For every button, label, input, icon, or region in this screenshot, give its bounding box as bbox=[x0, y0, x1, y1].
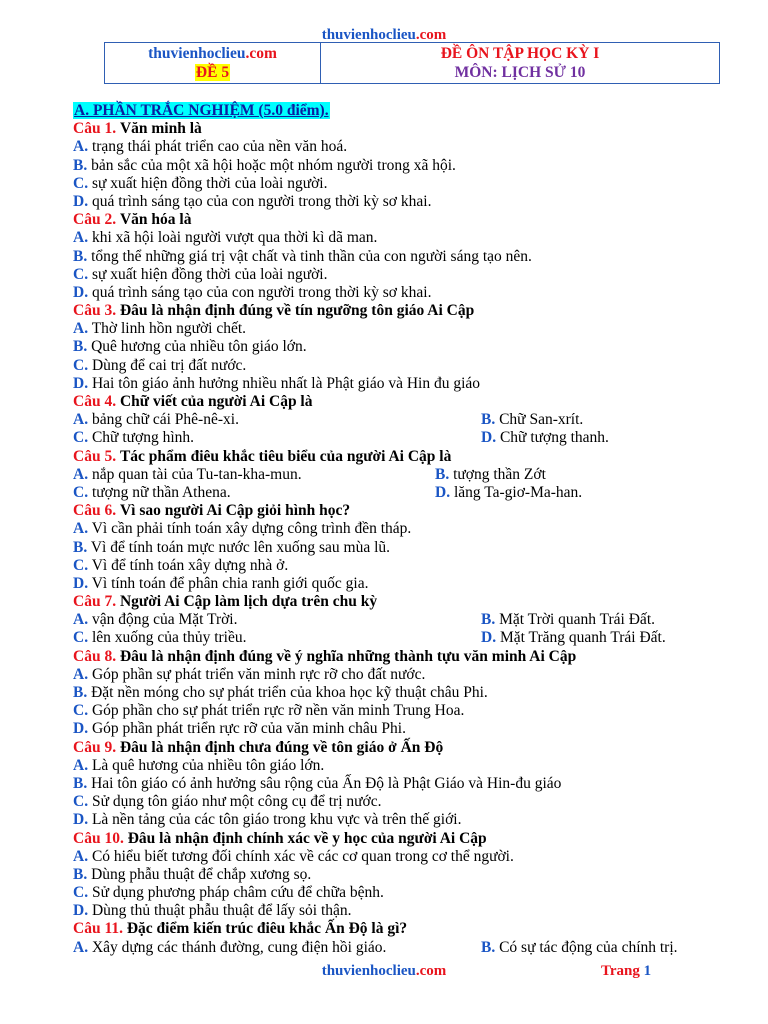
section-title: A. PHẦN TRẮC NGHIỆM (5.0 điểm). bbox=[74, 102, 329, 119]
option-text: Chữ San-xrít. bbox=[499, 411, 584, 429]
option-letter: D. bbox=[73, 902, 89, 920]
exam-title: ĐỀ ÔN TẬP HỌC KỲ I bbox=[440, 45, 600, 62]
question-stem bbox=[73, 393, 733, 411]
option-letter: C. bbox=[73, 556, 89, 574]
option-letter: D. bbox=[73, 192, 89, 210]
option-row bbox=[73, 466, 733, 484]
option-row bbox=[73, 484, 733, 502]
footer-site bbox=[0, 962, 768, 980]
option-second-column bbox=[481, 429, 609, 447]
option-text: lăng Ta-giơ-Ma-han. bbox=[453, 483, 583, 501]
question-stem bbox=[73, 739, 733, 757]
option-letter: A. bbox=[73, 847, 89, 865]
option-letter: A. bbox=[73, 938, 89, 956]
header-right-cell bbox=[321, 43, 719, 83]
option-row bbox=[73, 684, 733, 702]
page-label: Trang bbox=[601, 963, 640, 979]
question-number: Câu 4. bbox=[73, 393, 117, 410]
section-heading-line bbox=[73, 102, 733, 120]
option-row bbox=[73, 666, 733, 684]
option-row bbox=[73, 702, 733, 720]
question-number: Câu 5. bbox=[73, 447, 117, 465]
page-footer bbox=[0, 962, 768, 980]
option-letter: D. bbox=[481, 629, 497, 647]
option-letter: D. bbox=[435, 483, 451, 501]
option-text: khi xã hội loài người vượt qua thời kì dã man. bbox=[91, 229, 378, 247]
question-stem bbox=[73, 302, 733, 320]
option-letter: B. bbox=[73, 865, 88, 883]
option-letter: C. bbox=[73, 429, 89, 447]
question-stem bbox=[73, 120, 733, 138]
option-letter: A. bbox=[73, 465, 89, 483]
question-number: Câu 8. bbox=[73, 647, 117, 665]
option-row bbox=[73, 429, 733, 447]
option-row bbox=[73, 284, 733, 302]
option-row bbox=[73, 338, 733, 356]
option-letter: B. bbox=[481, 938, 496, 956]
question-text: Chữ viết của người Ai Cập là bbox=[119, 393, 313, 410]
option-text: Quê hương của nhiều tôn giáo lớn. bbox=[91, 338, 307, 356]
option-row bbox=[73, 720, 733, 738]
page-number-value: 1 bbox=[643, 963, 652, 979]
question-text: Người Ai Cập làm lịch dựa trên chu kỳ bbox=[119, 593, 378, 611]
option-row bbox=[73, 811, 733, 829]
option-letter: A. bbox=[73, 611, 89, 629]
question-number: Câu 11. bbox=[73, 920, 123, 938]
option-row bbox=[73, 520, 733, 538]
option-letter: C. bbox=[73, 884, 89, 902]
question-stem bbox=[73, 502, 733, 520]
option-row bbox=[73, 248, 733, 266]
option-text: Dùng phẫu thuật để chắp xương sọ. bbox=[91, 865, 312, 883]
option-row bbox=[73, 939, 733, 957]
option-letter: A. bbox=[73, 520, 89, 538]
option-text: quá trình sáng tạo của con người trong thời kỳ sơ khai. bbox=[91, 283, 432, 301]
option-letter: C. bbox=[73, 629, 89, 647]
option-letter: C. bbox=[73, 174, 89, 192]
option-second-column bbox=[435, 466, 546, 484]
option-text: Hai tôn giáo ảnh hưởng nhiều nhất là Phật giáo và Hin đu giáo bbox=[91, 374, 481, 392]
option-text: Dùng thủ thuật phẫu thuật để lấy sỏi thận. bbox=[91, 902, 352, 920]
option-row bbox=[73, 411, 733, 429]
option-row bbox=[73, 193, 733, 211]
option-letter: B. bbox=[481, 611, 496, 629]
site-name: thuvienhoclieu bbox=[321, 27, 416, 43]
question-stem bbox=[73, 648, 733, 666]
option-letter: B. bbox=[435, 465, 450, 483]
option-letter: D. bbox=[73, 720, 89, 738]
option-row bbox=[73, 266, 733, 284]
question-text: Đâu là nhận định chưa đúng về tôn giáo ở Ấn Độ bbox=[119, 738, 444, 756]
option-text: Là quê hương của nhiều tôn giáo lớn. bbox=[91, 756, 325, 774]
option-letter: C. bbox=[73, 483, 89, 501]
option-letter: A. bbox=[73, 411, 89, 429]
option-letter: C. bbox=[73, 265, 89, 283]
question-stem bbox=[73, 830, 733, 848]
page-number bbox=[601, 962, 651, 980]
exam-number-badge: ĐỀ 5 bbox=[195, 64, 230, 81]
option-text: bản sắc của một xã hội hoặc một nhóm người trong xã hội. bbox=[91, 156, 456, 174]
option-row bbox=[73, 320, 733, 338]
header-left-cell bbox=[105, 43, 321, 83]
option-text: Góp phần phát triển rực rỡ của văn minh châu Phi. bbox=[91, 720, 406, 738]
option-letter: B. bbox=[73, 247, 88, 265]
option-letter: B. bbox=[73, 774, 88, 792]
option-text: trạng thái phát triển cao của nền văn hoá. bbox=[91, 138, 348, 156]
question-number: Câu 6. bbox=[73, 502, 117, 520]
option-text: quá trình sáng tạo của con người trong thời kỳ sơ khai. bbox=[91, 192, 432, 210]
option-letter: A. bbox=[73, 138, 89, 156]
option-row bbox=[73, 157, 733, 175]
option-row bbox=[73, 775, 733, 793]
option-text: Có sự tác động của chính trị. bbox=[499, 938, 678, 956]
question-number: Câu 10. bbox=[73, 829, 124, 847]
option-letter: B. bbox=[481, 411, 496, 429]
option-text: Mặt Trăng quanh Trái Đất. bbox=[499, 629, 666, 647]
option-second-column bbox=[435, 484, 582, 502]
option-text: Xây dựng các thánh đường, cung điện hồi giáo. bbox=[91, 938, 387, 956]
option-text: tổng thể những giá trị vật chất và tinh thần của con người sáng tạo nên. bbox=[91, 247, 532, 265]
option-text: vận động của Mặt Trời. bbox=[91, 611, 238, 629]
exam-subject: MÔN: LỊCH SỬ 10 bbox=[454, 64, 586, 81]
option-row bbox=[73, 138, 733, 156]
question-stem bbox=[73, 920, 733, 938]
option-text: sự xuất hiện đồng thời của loài người. bbox=[91, 174, 328, 192]
option-letter: D. bbox=[73, 374, 89, 392]
option-letter: D. bbox=[73, 283, 89, 301]
option-text: Vì để tính toán xây dựng nhà ở. bbox=[91, 556, 289, 574]
option-row bbox=[73, 848, 733, 866]
option-letter: B. bbox=[73, 538, 88, 556]
option-text: nắp quan tài của Tu-tan-kha-mun. bbox=[91, 465, 302, 483]
option-row bbox=[73, 175, 733, 193]
option-text: Là nền tảng của các tôn giáo trong khu vực và trên thế giới. bbox=[91, 811, 462, 829]
question-text: Đặc điểm kiến trúc điêu khắc Ấn Độ là gì? bbox=[126, 920, 408, 938]
option-letter: A. bbox=[73, 665, 89, 683]
option-row bbox=[73, 902, 733, 920]
option-text: sự xuất hiện đồng thời của loài người. bbox=[91, 265, 328, 283]
option-letter: A. bbox=[73, 229, 89, 247]
option-text: tượng nữ thần Athena. bbox=[91, 483, 231, 501]
option-letter: C. bbox=[73, 702, 89, 720]
question-number: Câu 2. bbox=[73, 211, 117, 229]
site-tld: .com bbox=[415, 27, 447, 43]
option-text: Chữ tượng thanh. bbox=[499, 429, 609, 447]
option-row bbox=[73, 793, 733, 811]
option-row bbox=[73, 557, 733, 575]
question-text: Vì sao người Ai Cập giỏi hình học? bbox=[119, 502, 351, 520]
option-text: Thờ linh hồn người chết. bbox=[91, 320, 247, 338]
exam-content bbox=[73, 102, 733, 957]
option-text: Chữ tượng hình. bbox=[91, 429, 195, 447]
question-text: Đâu là nhận định đúng về tín ngưỡng tôn giáo Ai Cập bbox=[119, 302, 475, 320]
question-number: Câu 7. bbox=[73, 593, 117, 611]
option-second-column bbox=[481, 629, 666, 647]
option-row bbox=[73, 357, 733, 375]
option-text: Góp phần sự phát triển văn minh rực rỡ cho đất nước. bbox=[91, 665, 426, 683]
option-row bbox=[73, 611, 733, 629]
question-list bbox=[73, 120, 733, 957]
option-second-column bbox=[481, 611, 655, 629]
question-stem bbox=[73, 448, 733, 466]
option-row bbox=[73, 629, 733, 647]
option-text: Vì tính toán để phân chia ranh giới quốc gia. bbox=[91, 574, 369, 592]
option-row bbox=[73, 575, 733, 593]
option-row bbox=[73, 757, 733, 775]
option-row bbox=[73, 866, 733, 884]
option-letter: A. bbox=[73, 756, 89, 774]
option-letter: D. bbox=[481, 429, 497, 447]
option-letter: D. bbox=[73, 811, 89, 829]
question-text: Tác phẩm điêu khắc tiêu biểu của người Ai Cập là bbox=[119, 447, 452, 465]
option-text: Sử dụng phương pháp châm cứu để chữa bệnh. bbox=[91, 884, 384, 902]
option-letter: B. bbox=[73, 338, 88, 356]
option-row bbox=[73, 229, 733, 247]
question-text: Đâu là nhận định đúng về ý nghĩa những thành tựu văn minh Ai Cập bbox=[119, 647, 577, 665]
header-table bbox=[104, 42, 720, 84]
option-second-column bbox=[481, 939, 678, 957]
option-second-column bbox=[481, 411, 583, 429]
option-text: Dùng để cai trị đất nước. bbox=[91, 356, 247, 374]
question-number: Câu 9. bbox=[73, 738, 117, 756]
option-letter: A. bbox=[73, 320, 89, 338]
question-number: Câu 3. bbox=[73, 302, 117, 320]
option-row bbox=[73, 884, 733, 902]
option-row bbox=[73, 375, 733, 393]
question-number: Câu 1. bbox=[73, 120, 117, 138]
option-letter: B. bbox=[73, 156, 88, 174]
header-site-name: thuvienhoclieu bbox=[148, 45, 246, 62]
option-text: Góp phần cho sự phát triển rực rỡ nền văn minh Trung Hoa. bbox=[91, 702, 465, 720]
option-text: Sử dụng tôn giáo như một công cụ để trị nước. bbox=[91, 793, 382, 811]
question-text: Văn minh là bbox=[119, 120, 202, 138]
option-text: Vì cần phải tính toán xây dựng công trình đền tháp. bbox=[91, 520, 412, 538]
option-text: tượng thần Zớt bbox=[453, 465, 546, 483]
option-text: Mặt Trời quanh Trái Đất. bbox=[499, 611, 655, 629]
question-text: Đâu là nhận định chính xác về y học của người Ai Cập bbox=[127, 829, 487, 847]
option-text: Có hiểu biết tương đối chính xác về các cơ quan trong cơ thể người. bbox=[91, 847, 514, 865]
option-letter: D. bbox=[73, 574, 89, 592]
question-stem bbox=[73, 211, 733, 229]
option-text: Đặt nền móng cho sự phát triển của khoa học kỹ thuật châu Phi. bbox=[91, 684, 488, 701]
option-text: Vì để tính toán mực nước lên xuống sau mùa lũ. bbox=[90, 538, 391, 556]
question-stem bbox=[73, 593, 733, 611]
footer-site-tld: .com bbox=[415, 963, 447, 979]
option-letter: C. bbox=[73, 793, 89, 811]
option-text: lên xuống của thủy triều. bbox=[91, 629, 247, 647]
option-letter: C. bbox=[73, 356, 89, 374]
footer-site-name: thuvienhoclieu bbox=[321, 963, 416, 979]
option-row bbox=[73, 539, 733, 557]
option-text: Hai tôn giáo có ảnh hưởng sâu rộng của Ấn Độ là Phật Giáo và Hin-đu giáo bbox=[91, 774, 562, 792]
option-text: bảng chữ cái Phê-nê-xi. bbox=[91, 411, 239, 429]
header-site-tld: .com bbox=[245, 45, 277, 62]
question-text: Văn hóa là bbox=[119, 211, 192, 229]
option-letter: B. bbox=[73, 684, 88, 701]
